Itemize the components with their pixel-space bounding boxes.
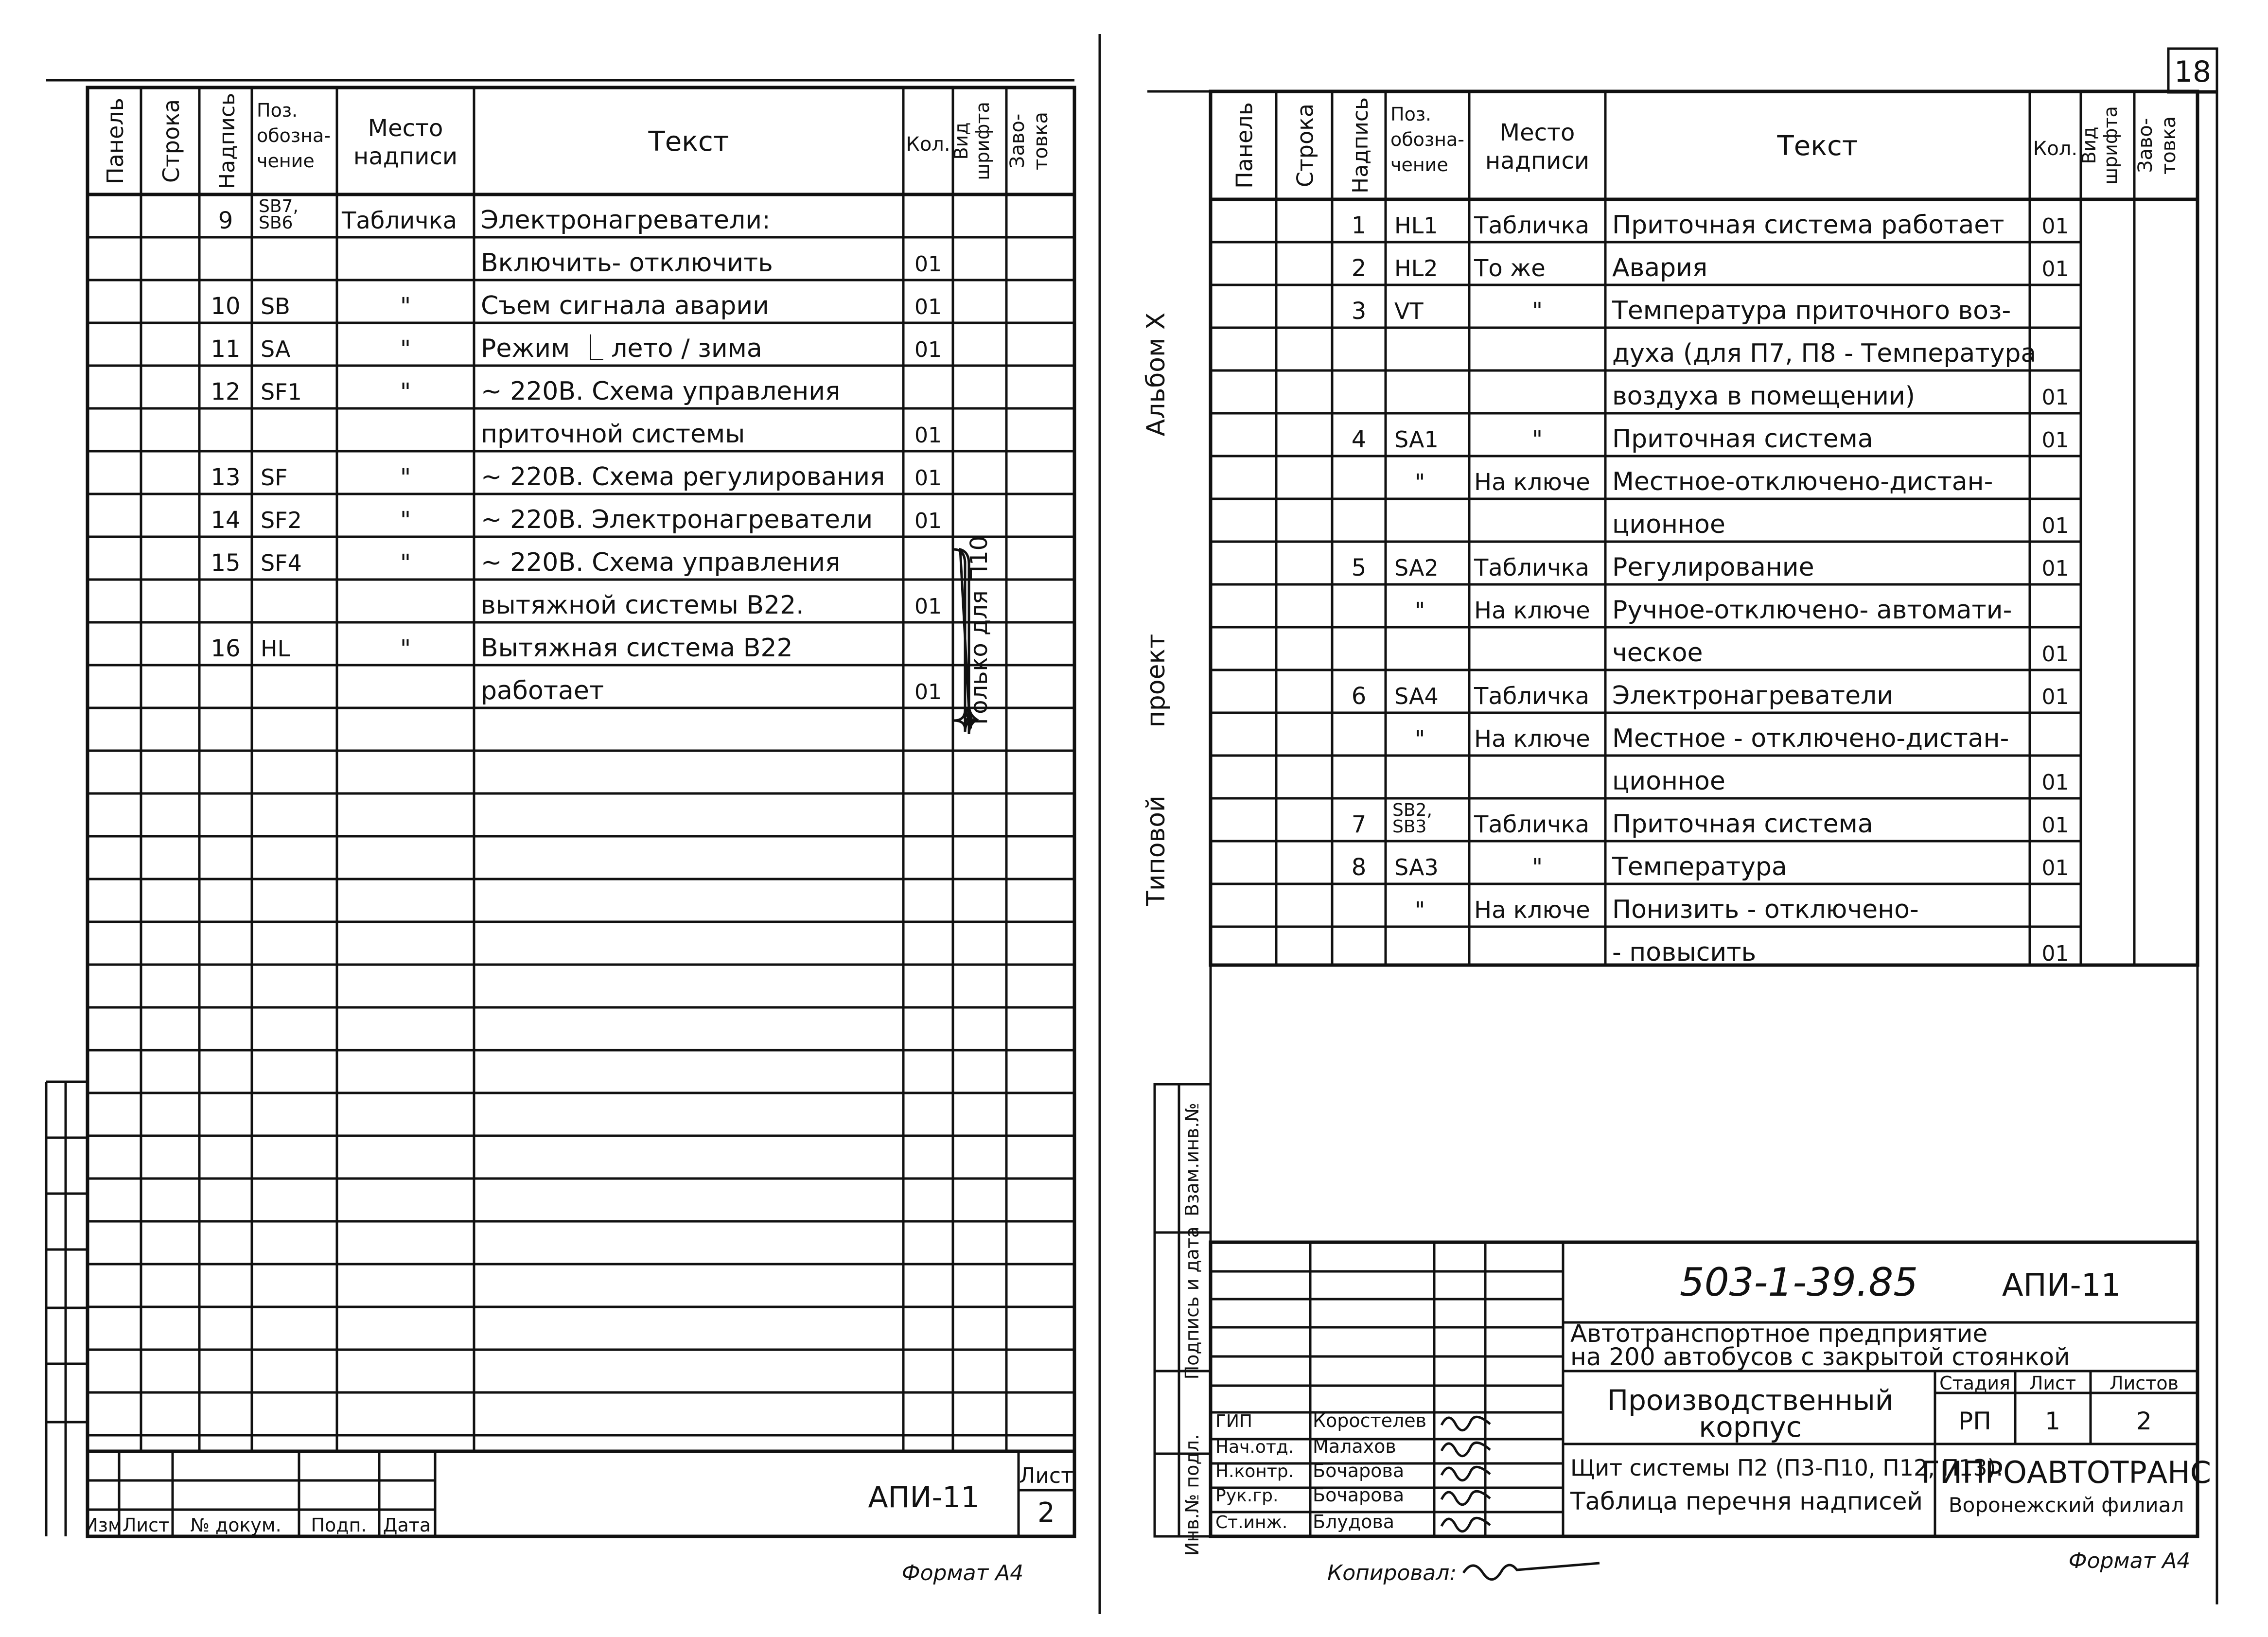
title-desc-line2: Таблица перечня надписей <box>1570 1487 1923 1515</box>
row-place: На ключе <box>1474 597 1590 624</box>
row-number: 16 <box>211 635 241 662</box>
left-table-row <box>211 462 942 492</box>
row-position: " <box>1415 598 1425 624</box>
row-qty: 01 <box>2041 813 2069 838</box>
row-place: " <box>1531 298 1543 325</box>
title-code: 503-1-39.85 <box>1679 1260 1918 1305</box>
album-type: Типовой <box>1142 795 1171 906</box>
row-qty: 01 <box>2041 556 2069 581</box>
right-table-row <box>1352 852 2069 881</box>
vertical-stamp-replace: Взам.инв.№ <box>1181 1103 1203 1216</box>
row-text: ~ 220В. Схема регулирования <box>481 462 885 492</box>
left-header-text: Текст <box>648 126 729 158</box>
left-table-row <box>211 334 942 363</box>
row-text: вытяжной системы В22. <box>481 591 804 620</box>
title-building-line2: корпус <box>1699 1410 1802 1443</box>
left-header-fill: Заво- <box>1006 113 1029 169</box>
left-table-row <box>481 591 942 620</box>
row-number: 3 <box>1351 298 1367 325</box>
title-company: ГИПРОАВТОТРАНС <box>1921 1455 2212 1490</box>
left-stamp-cell: № докум. <box>190 1514 281 1536</box>
row-qty: 01 <box>2041 685 2069 709</box>
row-qty: 01 <box>914 295 942 319</box>
title-sheets-label: Листов <box>2110 1373 2179 1394</box>
row-number: 8 <box>1351 854 1367 881</box>
right-table-row <box>1352 296 2011 325</box>
right-table-row <box>1415 724 2009 753</box>
title-sheet: 1 <box>2045 1407 2060 1435</box>
left-table-row <box>211 634 792 663</box>
left-stamp-cell: Дата <box>383 1514 431 1536</box>
title-name: Блудова <box>1313 1511 1395 1532</box>
row-place: На ключе <box>1474 897 1590 924</box>
left-table-row <box>211 505 942 534</box>
row-position: SA4 <box>1394 683 1439 709</box>
row-qty: 01 <box>2041 770 2069 795</box>
title-org-line2: на 200 автобусов с закрытой стоянкой <box>1570 1343 2070 1371</box>
right-header-label: Надпись <box>1348 97 1373 194</box>
left-table-row <box>211 377 840 406</box>
row-text: духа (для П7, П8 - Температура <box>1612 339 2037 368</box>
row-number: 12 <box>211 378 241 405</box>
right-table-row <box>1612 339 2036 368</box>
signature-scribble <box>1442 1518 1490 1531</box>
left-format: Формат А4 <box>901 1561 1024 1585</box>
row-qty: 01 <box>2041 214 2069 239</box>
row-position: " <box>1415 897 1425 923</box>
row-place: То же <box>1474 255 1546 282</box>
row-number: 1 <box>1351 212 1367 239</box>
row-place: Табличка <box>1474 554 1589 581</box>
title-sheet-label: Лист <box>2029 1373 2076 1394</box>
row-text: Регулирование <box>1612 553 1814 582</box>
right-header-text: Текст <box>1777 130 1858 162</box>
row-position: SB3 <box>1392 817 1427 837</box>
right-table-row <box>1612 767 2069 796</box>
left-stamp-cell: Изм <box>84 1514 122 1536</box>
row-text: Электронагреватели <box>1612 681 1894 710</box>
title-role: ГИП <box>1215 1411 1252 1431</box>
right-table-row <box>1612 938 2069 967</box>
left-sheet-number: 2 <box>1037 1497 1055 1529</box>
row-place: " <box>400 464 411 491</box>
row-position: SA <box>261 336 291 362</box>
row-number: 9 <box>218 207 233 234</box>
row-qty: 01 <box>914 680 942 704</box>
row-qty: 01 <box>914 337 942 362</box>
title-role: Нач.отд. <box>1215 1437 1294 1457</box>
title-stage: РП <box>1958 1407 1991 1435</box>
row-number: 11 <box>211 335 241 363</box>
row-text: ционное <box>1612 510 1725 539</box>
left-header-pos: Поз. <box>257 100 298 121</box>
left-doc-code: АПИ-11 <box>868 1480 980 1514</box>
row-place: " <box>400 507 411 534</box>
row-text: Электронагреватели: <box>481 206 771 235</box>
left-table-row <box>218 196 771 235</box>
row-position: SA2 <box>1394 555 1439 581</box>
album-label: Альбом X <box>1142 312 1171 437</box>
row-text: Температура <box>1612 852 1787 881</box>
row-text: Местное - отключено-дистан- <box>1612 724 2009 753</box>
row-number: 4 <box>1351 426 1367 453</box>
right-format: Формат А4 <box>2068 1549 2191 1573</box>
title-role: Ст.инж. <box>1215 1513 1288 1532</box>
row-place: " <box>400 635 411 662</box>
row-text: работает <box>481 676 604 705</box>
row-qty: 01 <box>914 509 942 533</box>
row-qty: 01 <box>914 252 942 277</box>
right-table-row <box>1352 253 2069 282</box>
title-doc: АПИ-11 <box>2002 1267 2121 1303</box>
title-name: Бочарова <box>1313 1460 1405 1481</box>
left-header-place: надписи <box>353 143 458 170</box>
copied-label: Копировал: <box>1327 1561 1457 1585</box>
right-header-pos: обозна- <box>1390 129 1464 150</box>
right-header-fill: Заво- <box>2134 118 2157 173</box>
row-position: SA3 <box>1394 854 1439 880</box>
row-text: воздуха в помещении) <box>1612 382 1916 411</box>
row-text: - повысить <box>1612 938 1757 967</box>
album-project: проект <box>1142 634 1171 728</box>
signature-scribble <box>1442 1467 1490 1480</box>
row-text: Понизить - отключено- <box>1612 895 1919 924</box>
row-text: ~ 220В. Схема управления <box>481 548 841 577</box>
left-sheet-label: Лист <box>1019 1463 1073 1488</box>
row-place: " <box>1531 854 1543 881</box>
row-text: ~ 220В. Схема управления <box>481 377 841 406</box>
row-number: 10 <box>211 293 241 320</box>
row-position: SA1 <box>1394 426 1439 453</box>
row-qty: 01 <box>2041 385 2069 410</box>
left-side-note: Только для П10 <box>966 535 993 729</box>
right-header-font: шрифта <box>2100 106 2121 185</box>
row-number: 14 <box>211 507 241 534</box>
right-table-row <box>1415 895 1919 924</box>
right-header-fill: товка <box>2158 116 2180 175</box>
right-table-row <box>1415 596 2012 625</box>
row-qty: 01 <box>2041 642 2069 667</box>
page-number: 18 <box>2174 55 2212 89</box>
title-name: Коростелев <box>1313 1410 1427 1431</box>
title-role: Н.контр. <box>1215 1461 1294 1481</box>
row-number: 6 <box>1351 683 1367 710</box>
row-text: ~ 220В. Электронагреватели <box>481 505 873 534</box>
right-header-qty: Кол. <box>2033 138 2078 160</box>
row-position: HL <box>261 635 290 662</box>
row-place: Табличка <box>1474 811 1589 838</box>
row-text: Температура приточного воз- <box>1612 296 2011 325</box>
row-position: SF1 <box>261 379 302 405</box>
row-qty: 01 <box>2041 428 2069 453</box>
right-table-row <box>1612 510 2069 539</box>
row-text: Приточная система <box>1612 424 1873 454</box>
row-position: SB2, <box>1392 800 1432 820</box>
right-header-font: Вид <box>2078 126 2100 164</box>
right-table-row <box>1352 800 2069 839</box>
left-header-font: Вид <box>950 122 972 160</box>
title-building-line1: Производственный <box>1607 1384 1894 1417</box>
left-header-panel: Панель <box>102 98 128 184</box>
right-table-row <box>1352 553 2069 582</box>
title-sheets: 2 <box>2136 1407 2152 1435</box>
left-table-row <box>481 420 942 449</box>
row-place: " <box>1531 426 1543 453</box>
row-qty: 01 <box>914 423 942 448</box>
row-position: " <box>1415 469 1425 495</box>
row-position: SF2 <box>261 507 302 533</box>
title-name: Малахов <box>1313 1436 1396 1457</box>
row-text: Режим ⎿ лето / зима <box>481 334 762 363</box>
right-header-pos: Поз. <box>1390 104 1432 125</box>
title-role: Рук.гр. <box>1215 1486 1279 1506</box>
signature-scribble <box>1442 1491 1490 1504</box>
row-place: " <box>400 378 411 405</box>
row-position: HL1 <box>1394 212 1438 239</box>
title-name: Бочарова <box>1313 1484 1405 1506</box>
row-place: " <box>400 549 411 577</box>
signature-scribble <box>1442 1443 1490 1456</box>
row-text: приточной системы <box>481 420 745 449</box>
row-position: HL2 <box>1394 255 1438 282</box>
row-qty: 01 <box>2041 513 2069 538</box>
left-table-row <box>211 291 942 320</box>
right-table-row <box>1352 681 2069 710</box>
row-text: Включить- отключить <box>481 248 773 278</box>
row-text: Приточная система работает <box>1612 211 2004 240</box>
row-qty: 01 <box>2041 856 2069 880</box>
row-position: SF <box>261 464 288 491</box>
copied-signature <box>1463 1563 1600 1580</box>
row-place: Табличка <box>1474 212 1589 239</box>
left-stamp-cell: Подп. <box>311 1514 367 1536</box>
row-position: " <box>1415 726 1425 752</box>
row-qty: 01 <box>2041 941 2069 966</box>
row-number: 2 <box>1351 255 1367 282</box>
left-table-row <box>211 548 840 577</box>
row-position: SB6 <box>259 213 293 233</box>
row-text: Съем сигнала аварии <box>481 291 769 320</box>
row-qty: 01 <box>914 466 942 491</box>
row-qty: 01 <box>914 594 942 619</box>
right-table-row <box>1612 638 2069 668</box>
row-text: Авария <box>1612 253 1708 282</box>
vertical-stamp-signature: Подпись и дата <box>1181 1226 1203 1380</box>
left-header-pos: чение <box>257 150 315 172</box>
right-header-line: Строка <box>1292 103 1319 188</box>
title-branch: Воронежский филиал <box>1948 1493 2184 1517</box>
left-header-fill: товка <box>1030 111 1052 171</box>
row-text: Приточная система <box>1612 810 1873 839</box>
row-text: ческое <box>1612 638 1703 668</box>
row-text: ционное <box>1612 767 1725 796</box>
left-header-pos: обозна- <box>257 125 331 146</box>
signature-scribble <box>1442 1417 1490 1430</box>
row-place: На ключе <box>1474 725 1590 753</box>
row-position: SB <box>261 293 290 319</box>
row-text: Местное-отключено-дистан- <box>1612 467 1993 496</box>
vertical-stamp-inventory: Инв.№ подл. <box>1181 1434 1203 1556</box>
title-org-line1: Автотранспортное предприятие <box>1570 1320 1988 1348</box>
title-desc-line1: Щит системы П2 (П3-П10, П12, П13). <box>1570 1455 2004 1481</box>
left-table-row <box>481 248 942 278</box>
row-number: 5 <box>1351 554 1367 581</box>
row-number: 13 <box>211 464 241 491</box>
row-place: На ключе <box>1474 469 1590 496</box>
left-header-font: шрифта <box>972 102 993 180</box>
right-table-row <box>1415 467 1993 496</box>
left-header-place: Место <box>368 115 443 142</box>
right-table-row <box>1352 424 2069 454</box>
right-table-row <box>1352 211 2069 240</box>
left-header-line: Строка <box>158 99 184 183</box>
row-text: Вытяжная система В22 <box>481 634 793 663</box>
row-number: 7 <box>1351 811 1367 838</box>
left-header-label: Надпись <box>215 93 240 189</box>
right-header-place: надписи <box>1485 147 1590 175</box>
left-table-row <box>481 676 942 705</box>
left-header-qty: Кол. <box>906 133 950 156</box>
row-position: SB7, <box>259 196 299 216</box>
title-stage-label: Стадия <box>1939 1373 2010 1394</box>
row-place: " <box>400 335 411 363</box>
right-table-row <box>1612 382 2069 411</box>
right-header-pos: чение <box>1390 154 1448 176</box>
row-position: VT <box>1394 298 1424 324</box>
right-blank-area <box>1211 965 2198 1242</box>
row-position: SF4 <box>261 550 302 576</box>
right-header-panel: Панель <box>1231 102 1258 189</box>
row-place: Табличка <box>1474 683 1589 710</box>
row-number: 15 <box>211 549 241 577</box>
row-place: Табличка <box>342 207 457 234</box>
row-place: " <box>400 293 411 320</box>
right-header-place: Место <box>1499 119 1575 146</box>
row-text: Ручное-отключено- автомати- <box>1612 596 2012 625</box>
left-stamp-cell: Лист <box>122 1514 170 1536</box>
row-qty: 01 <box>2041 257 2069 282</box>
